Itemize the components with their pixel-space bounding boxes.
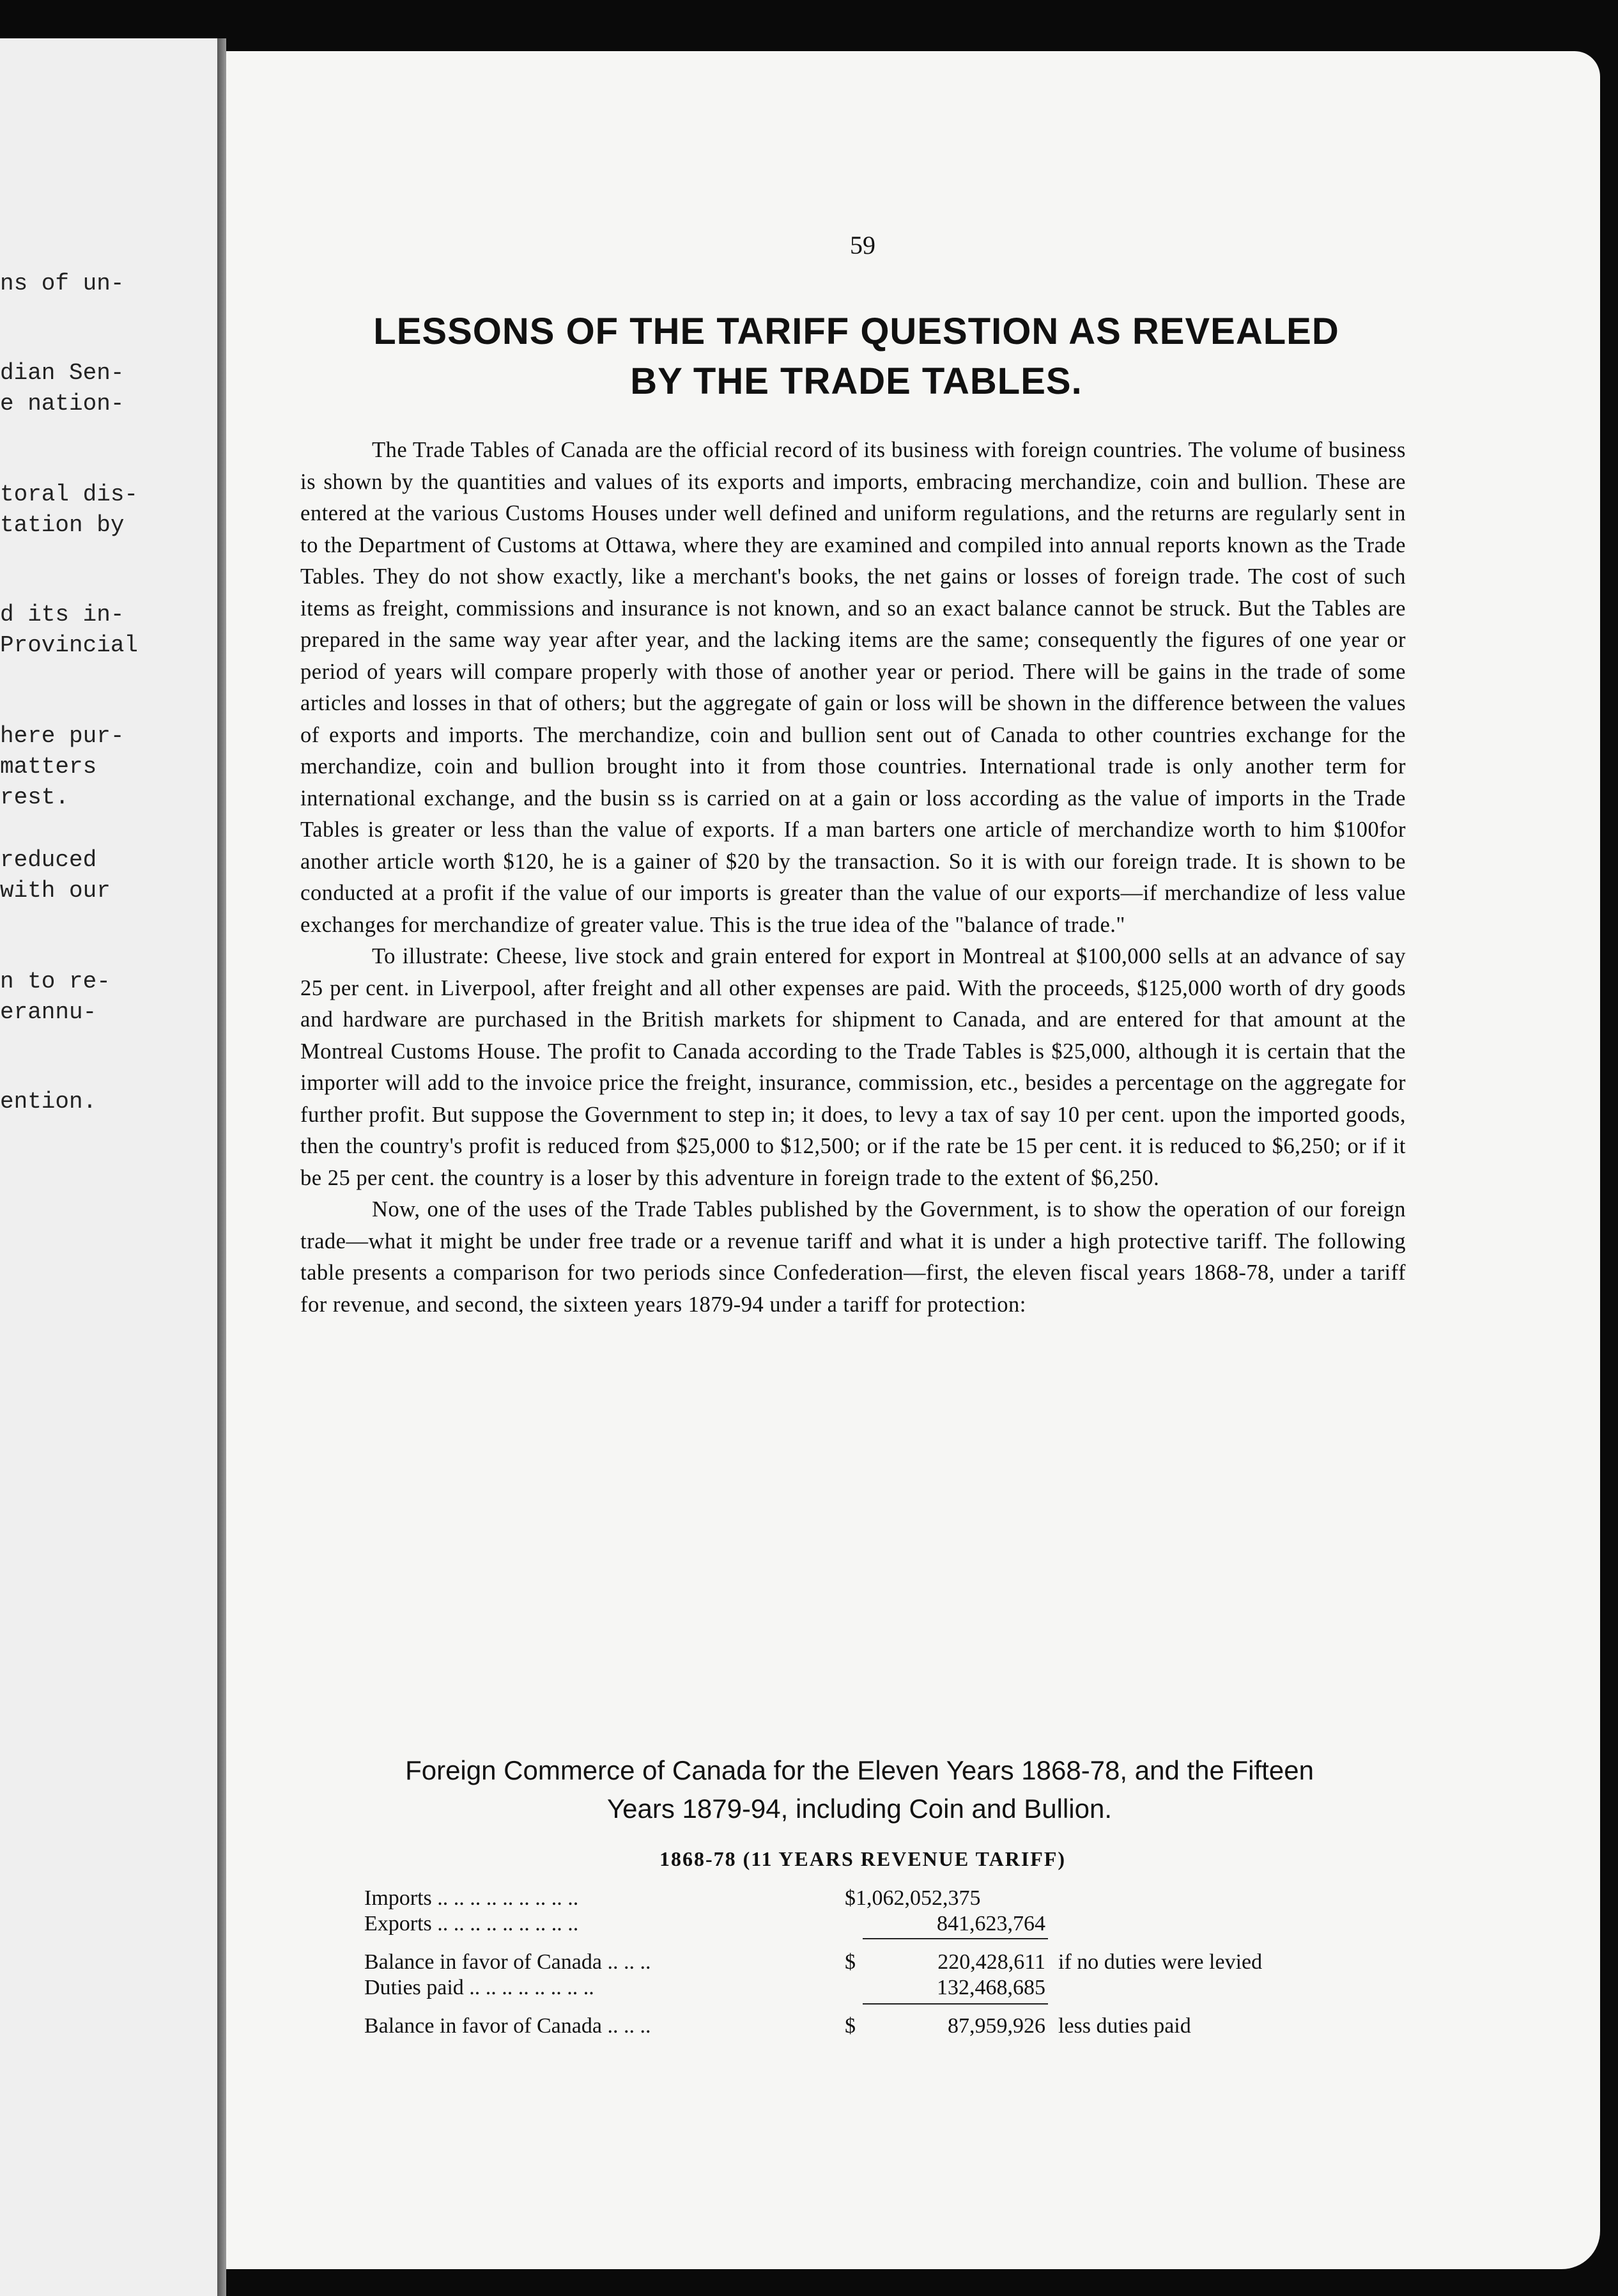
title-line-1: LESSONS OF THE TARIFF QUESTION AS REVEALED: [373, 311, 1339, 352]
dollar-sign: $: [845, 1950, 856, 1974]
left-text-fragment: here pur-: [0, 723, 125, 749]
ledger-label: Exports .. .. .. .. .. .. .. .. ..: [364, 1912, 579, 1935]
title-line-2: BY THE TRADE TABLES.: [630, 361, 1083, 402]
left-text-fragment: ns of un-: [0, 270, 125, 297]
section-heading: 1868-78 (11 YEARS REVENUE TARIFF): [659, 1847, 1067, 1870]
ledger-rule: [863, 1938, 1048, 1939]
table-title-line-1: Foreign Commerce of Canada for the Eleven Years 1868-78, and the Fifteen: [405, 1755, 1314, 1785]
body-text: [300, 435, 1406, 1321]
ledger-label: Duties paid .. .. .. .. .. .. .. ..: [364, 1976, 594, 1999]
book-gutter: [217, 38, 226, 2296]
ledger-label: Balance in favor of Canada .. .. ..: [364, 1950, 651, 1974]
page-number: 59: [850, 231, 875, 260]
table-title: [281, 1751, 1438, 1828]
page-title: [300, 307, 1412, 407]
left-text-fragment: toral dis-: [0, 481, 139, 508]
ledger-label: Balance in favor of Canada .. .. ..: [364, 2014, 651, 2038]
paragraph: The Trade Tables of Canada are the official record of its business with foreign countries. The volume of business is shown by the quantities and values of its exports and imports, embracing merchandize, coin and bullion. These are entered at the various Customs Houses under well defined and uniform regulations, and the returns are regularly sent in to the Department of Customs at Ottawa, where they are examined and compiled into annual reports known as the Trade Tables. They do not show exactly, like a merchant's books, the net gains or losses of foreign trade. The cost of such items as freight, commissions and insurance is not known, and so an exact balance cannot be struck. But the Tables are prepared in the same way year after year, and the lacking items are the same; consequently the figures of one year or period of years will compare properly with those of another year or period. There will be gains in the trade of some articles and losses in that of others; but the aggregate of gain or loss will be shown in the difference between the values of exports and imports. The merchandize, coin and bullion sent out of Canada to other countries exchange for the merchandize, coin and bullion brought into it from those countries. International trade is only another term for international exchange, and the busin ss is carried on at a gain or loss according as the value of imports in the Trade Tables is greater or less than the value of exports. If a man barters one article of merchandize worth to him $100for another article worth $120, he is a gainer of $20 by the transaction. So it is with our foreign trade. It is shown to be conducted at a profit if the value of our imports is greater than the value of our exports—if merchandize of less value exchanges for merchandize of greater value. This is the true idea of the "balance of trade.": [300, 438, 1406, 937]
left-text-fragment: ention.: [0, 1089, 97, 1115]
ledger-label: Imports .. .. .. .. .. .. .. .. ..: [364, 1886, 579, 1910]
left-text-fragment: reduced: [0, 847, 97, 873]
ledger-note: if no duties were levied: [1058, 1950, 1263, 1974]
left-page-margin: [0, 38, 219, 2296]
ledger-value: $1,062,052,375: [845, 1886, 981, 1910]
ledger-value: 220,428,611: [937, 1950, 1045, 1974]
left-text-fragment: Provincial: [0, 632, 139, 658]
left-text-fragment: e nation-: [0, 391, 125, 417]
left-text-fragment: n to re-: [0, 968, 111, 995]
left-text-fragment: rest.: [0, 784, 70, 811]
ledger-value: 132,468,685: [937, 1976, 1045, 1999]
paragraph: To illustrate: Cheese, live stock and grain entered for export in Montreal at $100,000 sells at an advance of say 25 per cent. in Liverpool, after freight and all other expenses are paid. With the proceeds, $125,000 worth of dry goods and hardware are purchased in the British markets for shipment to Canada, and are entered for that amount at the Montreal Customs House. The profit to Canada according to the Trade Tables is $25,000, although it is certain that the importer will add to the invoice price the freight, insurance, commission, etc., besides a percentage on the aggregate for further profit. But suppose the Government to step in; it does, to levy a tax of say 10 per cent. upon the imported goods, then the country's profit is reduced from $25,000 to $12,500; or if the rate be 15 per cent. it is reduced to $6,250; or if it be 25 per cent. the country is a loser by this adventure in foreign trade to the extent of $6,250.: [300, 944, 1406, 1190]
ledger-value: 841,623,764: [937, 1912, 1045, 1935]
left-text-fragment: d its in-: [0, 601, 125, 628]
dollar-sign: $: [845, 2014, 856, 2038]
left-text-fragment: dian Sen-: [0, 360, 125, 386]
paragraph: Now, one of the uses of the Trade Tables published by the Government, is to show the operation of our foreign trade—what it might be under free trade or a revenue tariff and what it is under a high protective tariff. The following table presents a comparison for two periods since Confederation—first, the eleven fiscal years 1868-78, under a tariff for revenue, and second, the sixteen years 1879-94 under a tariff for protection:: [300, 1197, 1406, 1317]
left-text-fragment: matters: [0, 754, 97, 780]
left-text-fragment: tation by: [0, 512, 125, 538]
ledger-value: 87,959,926: [948, 2014, 1045, 2038]
table-title-line-2: Years 1879-94, including Coin and Bullion.: [606, 1794, 1112, 1824]
left-text-fragment: erannu-: [0, 999, 97, 1025]
ledger-rule: [863, 2003, 1048, 2005]
ledger-note: less duties paid: [1058, 2014, 1191, 2038]
left-text-fragment: with our: [0, 878, 111, 904]
